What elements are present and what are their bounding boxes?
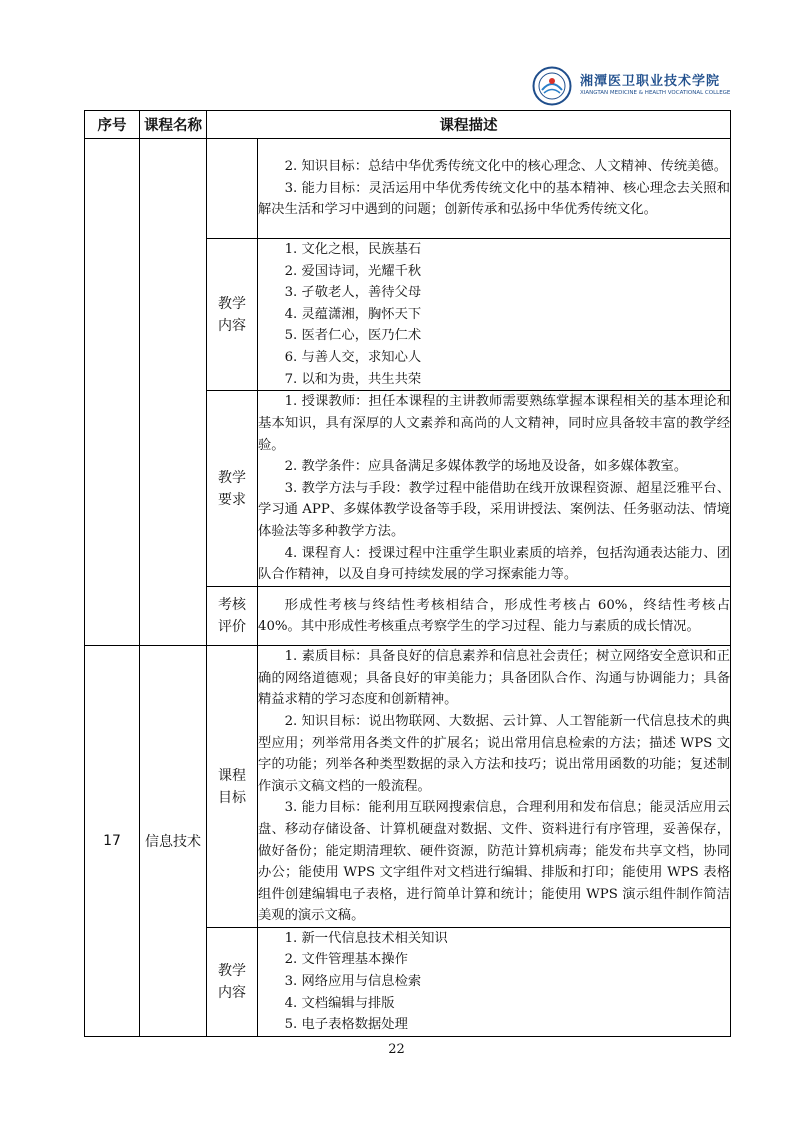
course-name-cell-17: 信息技术	[140, 646, 207, 1037]
assessment-text: 形成性考核与终结性考核相结合，形成性考核占 60%，终结性考核占 40%。其中形成性考核重点考察学生的学习过程、能力与素质的成长情况。	[258, 597, 730, 635]
list-item: 2. 爱国诗词，光耀千秋	[284, 263, 422, 279]
objective-label: 课程目标	[217, 767, 246, 806]
content-label: 教学内容	[217, 962, 246, 1001]
list-item: 5. 电子表格数据处理	[284, 1017, 408, 1033]
college-logo	[532, 66, 742, 110]
header-seq: 序号	[85, 111, 140, 139]
list-item: 2. 文件管理基本操作	[284, 952, 408, 968]
table-row	[85, 139, 731, 239]
list-item: 3. 网络应用与信息检索	[284, 974, 422, 990]
page-number: 22	[388, 1042, 405, 1057]
content-desc-17	[258, 927, 731, 1036]
list-item: 3. 能力目标：灵活运用中华优秀传统文化中的基本精神、核心理念去关照和解决生活和学习中遇到的问题；创新传承和弘扬中华优秀传统文化。	[258, 180, 730, 218]
sub-label-assessment-prev	[207, 587, 258, 646]
assessment-desc-prev	[258, 587, 731, 646]
seq-cell-17: 17	[85, 646, 140, 1037]
sub-label-content-17	[207, 927, 258, 1036]
list-item: 7. 以和为贵，共生共荣	[284, 371, 422, 387]
header-course-desc: 课程描述	[207, 111, 731, 139]
course-name-cell-prev	[140, 139, 207, 646]
list-item: 4. 课程育人：授课过程中注重学生职业素质的培养，包括沟通表达能力、团队合作精神，以及自身可持续发展的学习探索能力等。	[258, 545, 730, 583]
seq-cell-prev	[85, 139, 140, 646]
list-item: 6. 与善人交，求知心人	[284, 349, 422, 365]
list-item: 1. 授课教师：担任本课程的主讲教师需要熟练掌握本课程相关的基本理论和基本知识，具有深厚的人文素养和高尚的人文精神，同时应具备较丰富的教学经验。	[258, 394, 730, 453]
objective-desc-prev	[258, 139, 731, 239]
sub-label-requirement-prev	[207, 391, 258, 587]
list-item: 3. 孑敬老人，善待父母	[284, 285, 422, 301]
sub-label-content-prev	[207, 239, 258, 391]
list-item: 2. 教学条件：应具备满足多媒体教学的场地及设备，如多媒体教室。	[284, 459, 688, 475]
list-item: 5. 医者仁心，医乃仁术	[284, 328, 422, 344]
sub-label-objective-17	[207, 646, 258, 928]
assessment-label: 考核评价	[217, 597, 246, 636]
list-item: 4. 文档编辑与排版	[284, 995, 395, 1011]
sub-label-objective-prev	[207, 139, 258, 239]
list-item: 2. 知识目标：总结中华优秀传统文化中的核心理念、人文精神、传统美德。	[284, 159, 728, 175]
content-desc-prev	[258, 239, 731, 391]
table-header-row	[85, 111, 731, 139]
list-item: 3. 能力目标：能利用互联网搜索信息，合理利用和发布信息；能灵活应用云盘、移动存储设备、计算机硬盘对数据、文件、资料进行有序管理，妥善保存，做好备份；能定期清理软、硬件资源，防范计算机病毒；能发布共享文档，协同办公；能使用 WPS 文字组件对文档进行编辑、排版和打印；能使用 WPS 表格组件创建编辑电子表格，进行简单计算和统计；能使用 WPS 演示组件制作简洁美观的演示文稿。	[258, 800, 730, 924]
table-row	[85, 646, 731, 928]
college-name-en: XIANGTAN MEDICINE & HEALTH VOCATIONAL COLLEGE	[580, 90, 731, 96]
list-item: 1. 素质目标：具备良好的信息素养和信息社会责任；树立网络安全意识和正确的网络道德观；具备良好的审美能力；具备团队合作、沟通与协调能力；具备精益求精的学习态度和创新精神。	[258, 649, 730, 708]
header-course-name: 课程名称	[140, 111, 207, 139]
college-name-cn: 湘潭医卫职业技术学院	[580, 74, 721, 89]
content-label: 教学内容	[217, 295, 246, 334]
requirement-desc-prev	[258, 391, 731, 587]
list-item: 1. 新一代信息技术相关知识	[284, 930, 448, 946]
course-table	[84, 110, 731, 1037]
objective-desc-17	[258, 646, 731, 928]
requirement-label: 教学要求	[217, 469, 246, 508]
college-emblem-icon	[532, 66, 572, 106]
list-item: 3. 教学方法与手段：教学过程中能借助在线开放课程资源、超星泛雅平台、学习通 APP、多媒体教学设备等手段，采用讲授法、案例法、任务驱动法、情境体验法等多种教学方法。	[258, 480, 730, 540]
list-item: 1. 文化之根，民族基石	[284, 242, 422, 257]
list-item: 4. 灵蕴潇湘，胸怀天下	[284, 306, 422, 322]
list-item: 2. 知识目标：说出物联网、大数据、云计算、人工智能新一代信息技术的典型应用；列举常用各类文件的扩展名；说出常用信息检索的方法；描述 WPS 文字的功能；列举各种类型数据的录入方法和技巧；说出常用函数的功能；复述制作演示文稿文档的一般流程。	[258, 713, 730, 794]
